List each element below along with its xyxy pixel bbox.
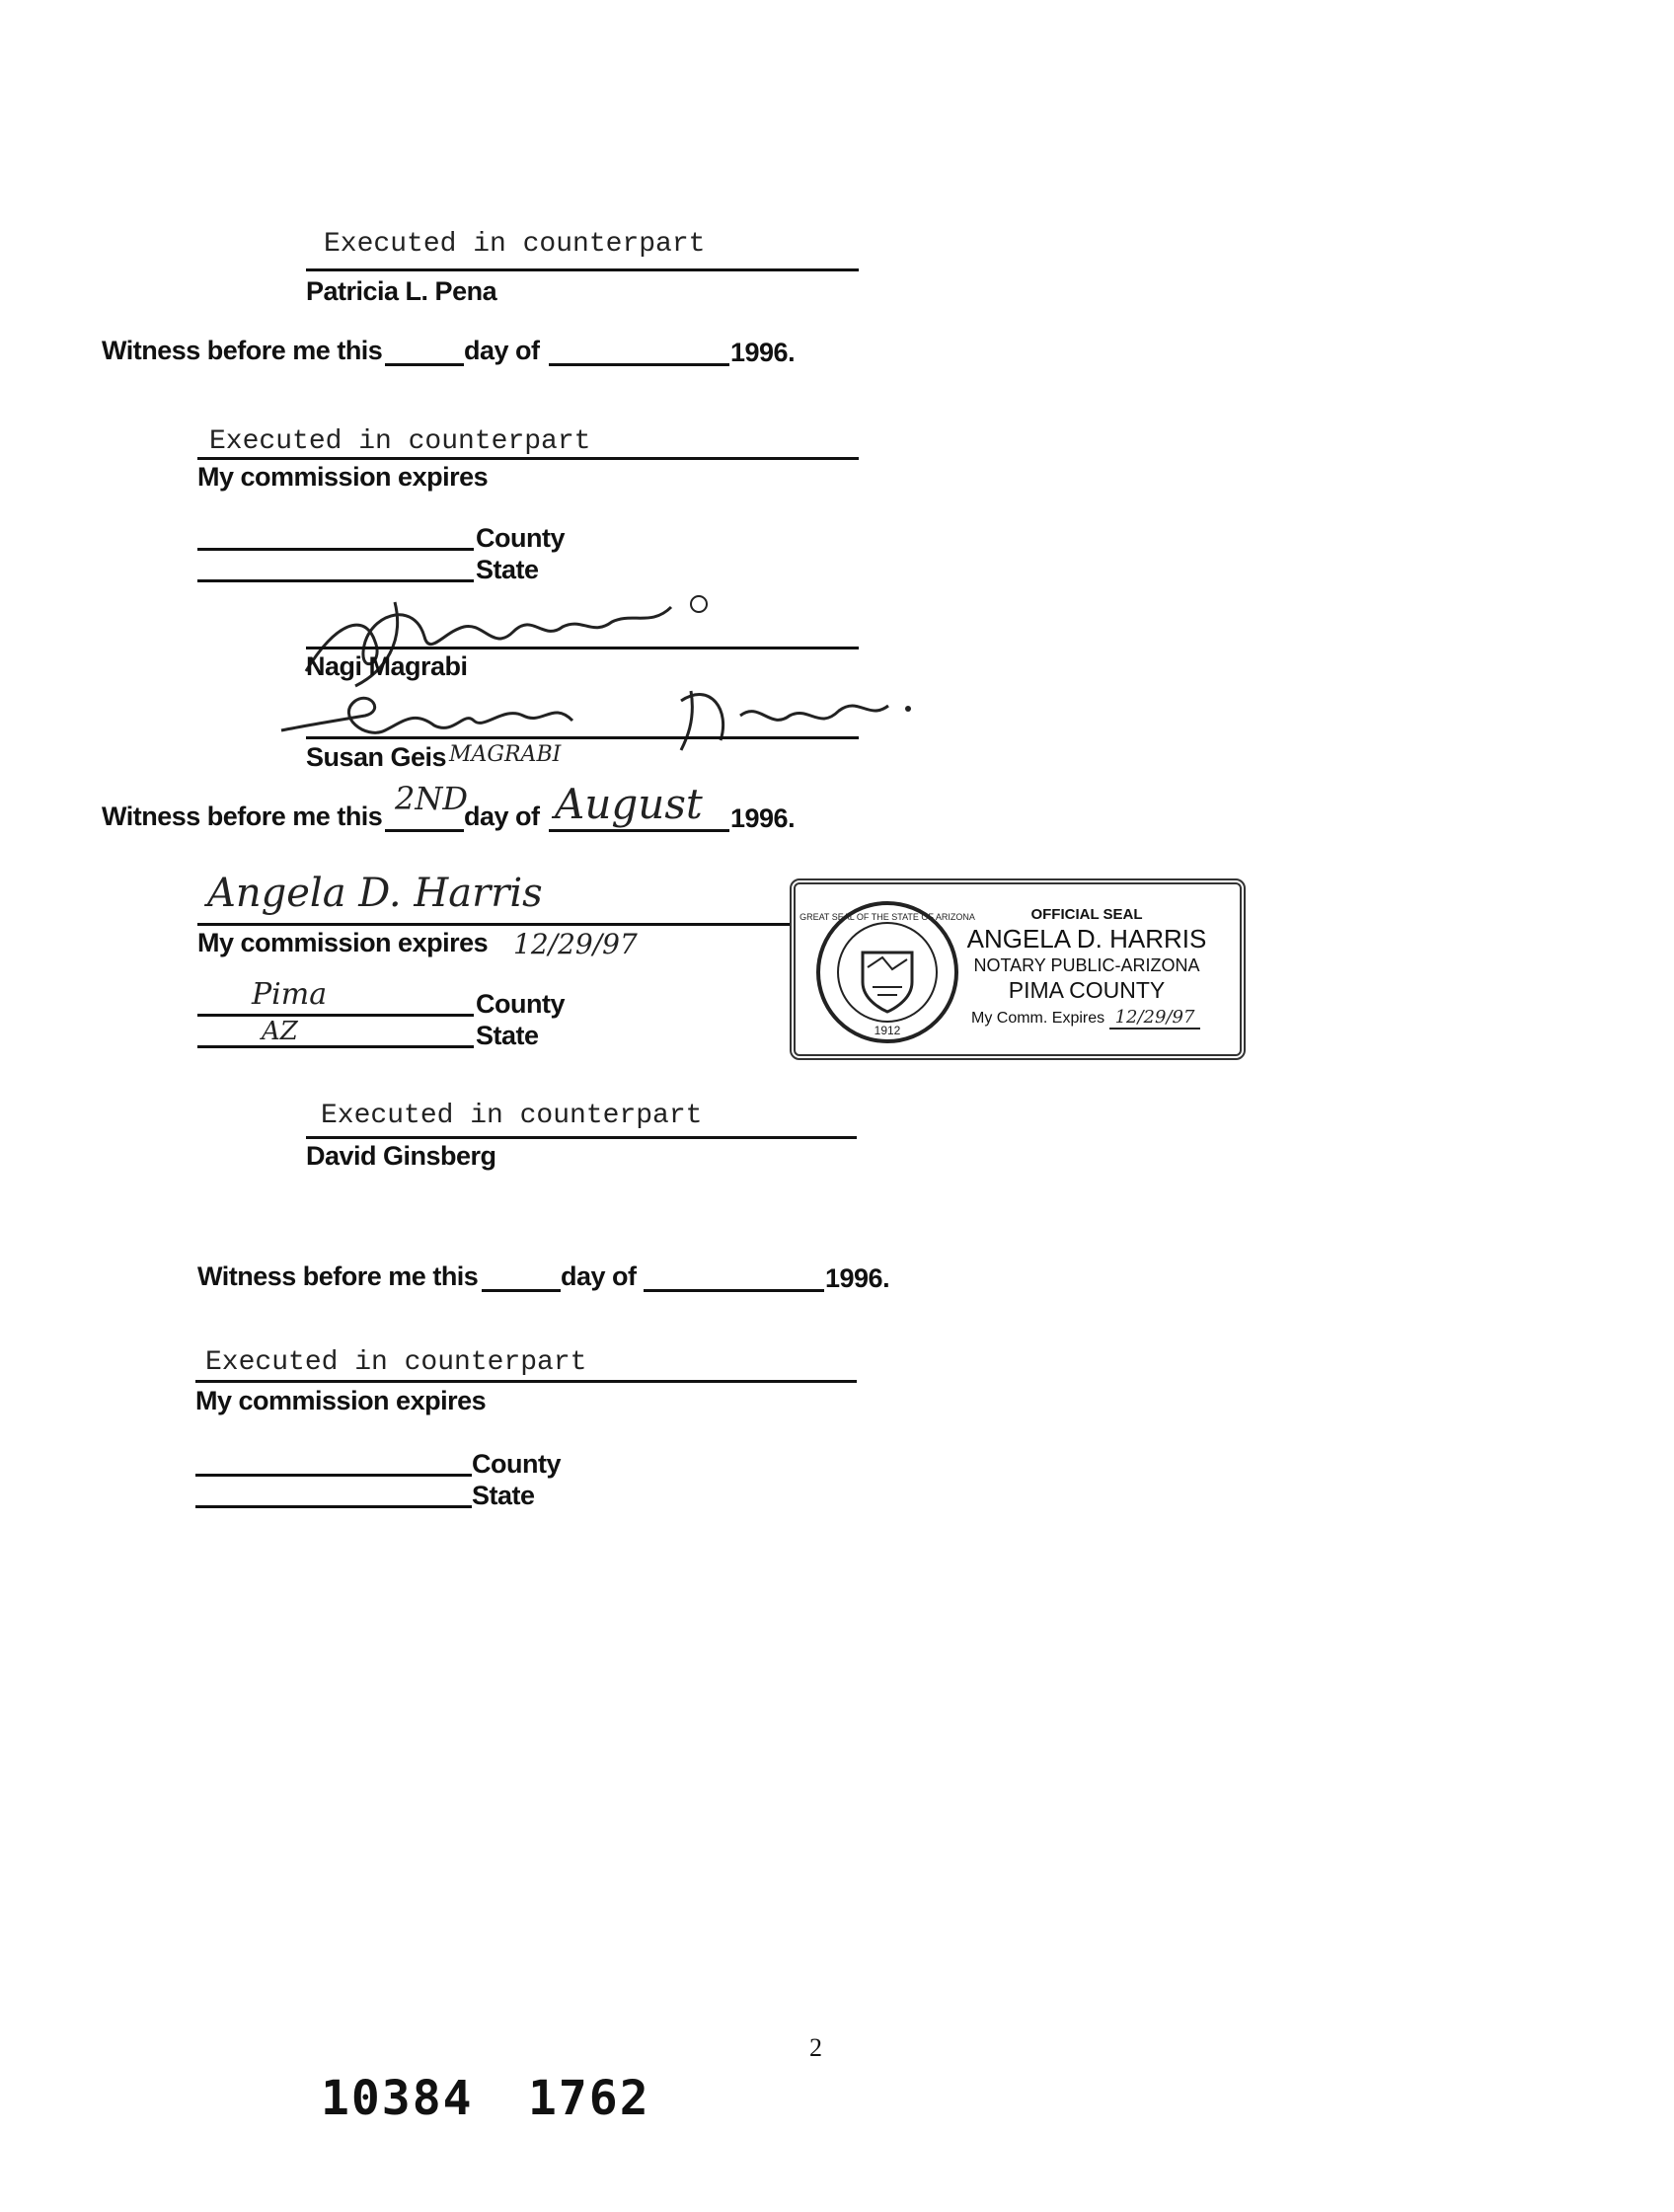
witness-prefix: Witness before me this (197, 1261, 479, 1291)
signature-line (306, 736, 859, 739)
county-label: County (472, 1449, 561, 1479)
seal-expiry (971, 1007, 1200, 1028)
page-number: 2 (809, 2033, 822, 2062)
witness-prefix: Witness before me this (102, 801, 383, 831)
witness-year: 1996. (730, 338, 796, 367)
signer-name: Nagi Magrabi (306, 651, 468, 681)
signature-line (306, 1136, 857, 1139)
seal-year: 1912 (874, 1024, 901, 1037)
county-label: County (476, 989, 565, 1019)
arizona-seal-emblem-icon (799, 898, 975, 1046)
notary-signature-line (197, 923, 809, 926)
day-blank (385, 363, 464, 366)
day-blank (482, 1289, 561, 1292)
handwritten-month: August (555, 780, 703, 828)
handwritten-surname: MAGRABI (449, 742, 562, 767)
day-blank (385, 829, 464, 832)
witness-prefix: Witness before me this (102, 336, 383, 365)
seal-label: OFFICIAL SEAL (1030, 906, 1143, 923)
month-blank (549, 363, 729, 366)
witness-day-of: day of (561, 1261, 637, 1291)
signature-line (306, 268, 859, 271)
handwritten-day: 2ND (395, 780, 469, 817)
state-label: State (476, 1021, 539, 1050)
county-label: County (476, 523, 565, 553)
handwritten-state: AZ (262, 1017, 298, 1046)
notary-signature-line (197, 457, 859, 460)
signature-line (306, 647, 859, 649)
commission-label: My commission expires (197, 462, 489, 492)
document-code-1: 10384 (321, 2071, 474, 2126)
commission-label: My commission expires (197, 928, 489, 957)
handwritten-county: Pima (252, 977, 328, 1012)
counterpart-note: Executed in counterpart (209, 426, 591, 457)
state-label: State (472, 1481, 535, 1510)
month-blank (644, 1289, 824, 1292)
witness-year: 1996. (730, 803, 796, 833)
county-blank (195, 1474, 472, 1477)
signer-name: Susan Geis (306, 742, 447, 772)
counterpart-note: Executed in counterpart (321, 1101, 703, 1131)
seal-expires-date: 12/29/97 (1109, 1007, 1201, 1030)
state-label: State (476, 555, 539, 584)
county-blank (197, 548, 474, 551)
notary-signature: Angela D. Harris (207, 871, 543, 916)
seal-notary-name: ANGELA D. HARRIS (966, 924, 1207, 953)
notary-seal-stamp (790, 878, 1246, 1060)
seal-ring-text: GREAT SEAL OF THE STATE OF ARIZONA (799, 912, 975, 922)
signer-name: Patricia L. Pena (306, 276, 497, 306)
state-blank (197, 1045, 474, 1048)
notary-signature-line (195, 1380, 857, 1383)
month-blank (549, 829, 729, 832)
commission-label: My commission expires (195, 1386, 487, 1415)
counterpart-note: Executed in counterpart (205, 1347, 587, 1378)
seal-county: PIMA COUNTY (1008, 977, 1166, 1003)
signer-name: David Ginsberg (306, 1141, 496, 1171)
document-code-2: 1762 (528, 2071, 650, 2126)
counterpart-note: Executed in counterpart (324, 229, 706, 260)
state-blank (195, 1505, 472, 1508)
county-blank (197, 1014, 474, 1017)
seal-notary-title: NOTARY PUBLIC-ARIZONA (973, 955, 1200, 975)
witness-year: 1996. (825, 1263, 890, 1293)
handwritten-commission-date: 12/29/97 (513, 928, 638, 960)
witness-day-of: day of (464, 801, 540, 831)
seal-expires-label: My Comm. Expires (971, 1010, 1105, 1027)
witness-day-of: day of (464, 336, 540, 365)
